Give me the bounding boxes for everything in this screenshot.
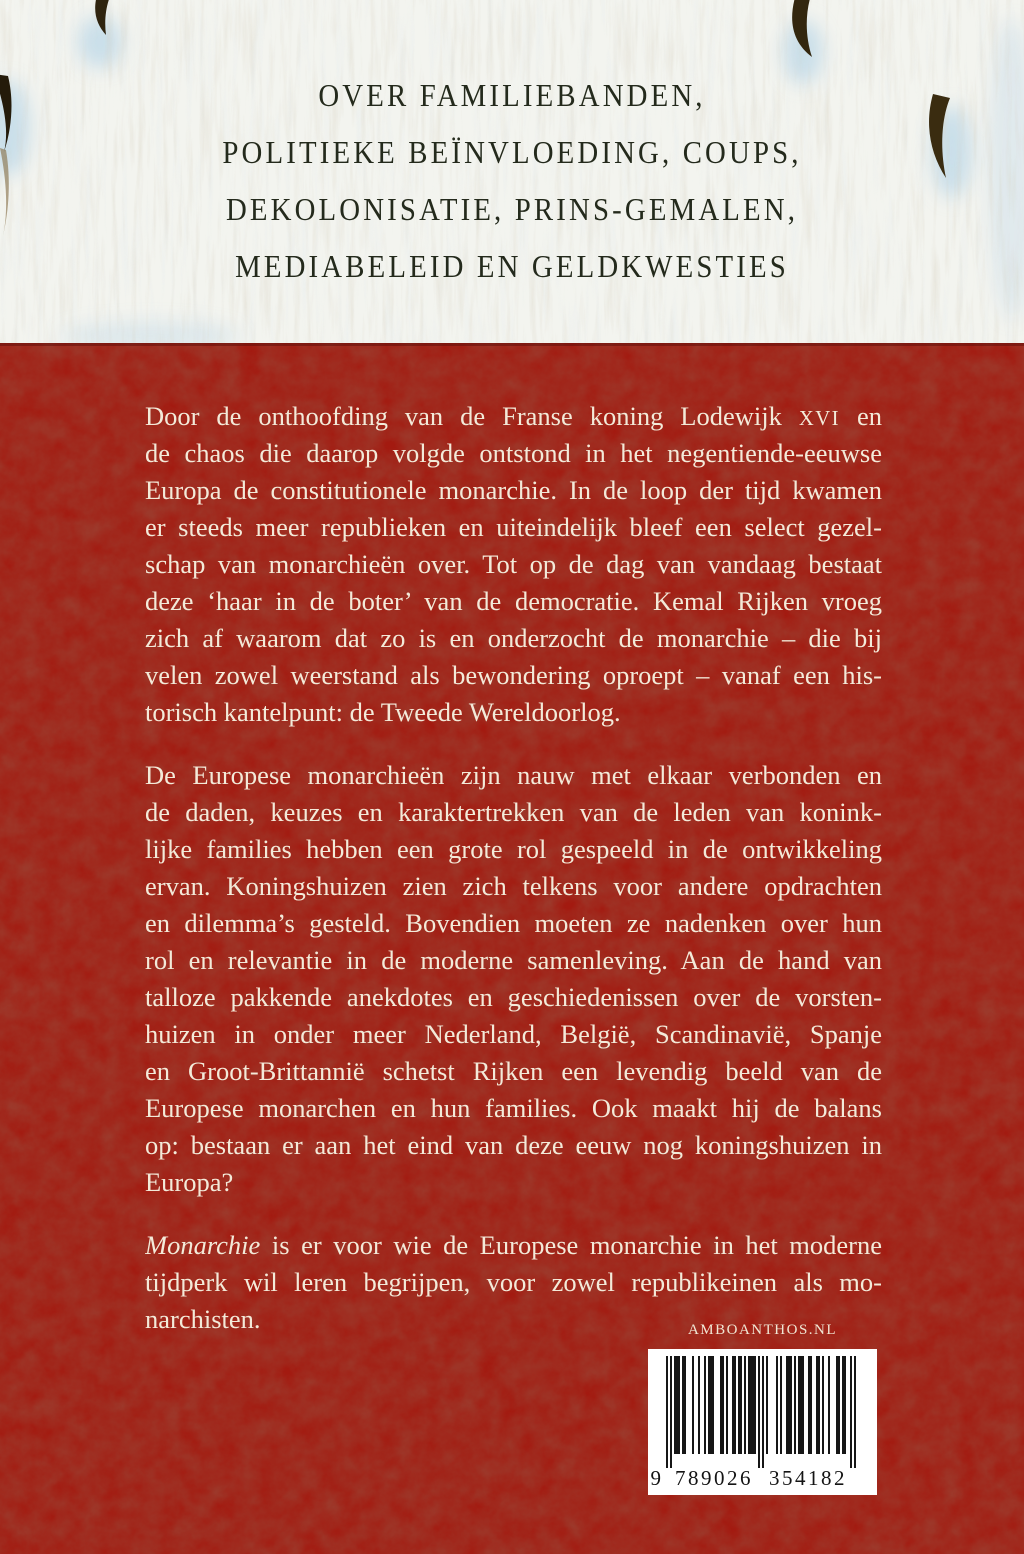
barcode-bar — [712, 1356, 714, 1454]
body-text-segment: zich af waarom dat zo is en onderzocht de monarchie – die bij — [145, 623, 882, 653]
body-line — [145, 757, 882, 794]
body-line — [145, 794, 882, 831]
body-line — [145, 620, 882, 657]
barcode-bar — [698, 1356, 700, 1454]
body-line — [145, 1090, 882, 1127]
barcode-bar — [682, 1356, 684, 1454]
body-text-segment: en — [840, 401, 882, 431]
body-line — [145, 435, 882, 472]
barcode-digits-group1: 789026 — [675, 1466, 753, 1490]
body-line — [145, 868, 882, 905]
barcode-bar — [676, 1356, 678, 1454]
barcode-bar — [816, 1356, 818, 1454]
barcode-bar — [754, 1356, 756, 1454]
barcode-bar — [762, 1356, 764, 1468]
barcode-bar — [670, 1356, 672, 1468]
body-text-segment: lijke families hebben een grote rol gespeeld in de ontwikkeling — [145, 834, 882, 864]
barcode-bar — [740, 1356, 742, 1454]
barcode-bar — [710, 1356, 712, 1454]
barcode-bar — [732, 1356, 734, 1454]
body-text-segment: schap van monarchieën over. Tot op de dag van vandaag bestaat — [145, 549, 882, 579]
tagline-line: DEKOLONISATIE, PRINS-GEMALEN, — [225, 191, 799, 227]
body-line — [145, 398, 882, 435]
barcode-bar — [800, 1356, 802, 1454]
barcode-digit-lead: 9 — [650, 1466, 664, 1490]
body-text-segment: Door de onthoofding van de Franse koning Lodewijk — [145, 401, 799, 431]
body-text-segment: de daden, keuzes en karaktertrekken van de leden van konink- — [145, 797, 882, 827]
blurb — [145, 398, 882, 1364]
barcode-bar — [720, 1356, 722, 1454]
barcode-bar — [744, 1356, 746, 1454]
body-line — [145, 831, 882, 868]
barcode-bar — [708, 1356, 710, 1454]
barcode-bar — [750, 1356, 752, 1454]
body-text-segment: talloze pakkende anekdotes en geschiedenissen over de vorsten- — [145, 982, 882, 1012]
barcode-bars — [666, 1356, 856, 1468]
body-line — [145, 979, 882, 1016]
body-text-segment: en Groot-Brittannië schetst Rijken een levendig beeld van de — [145, 1056, 882, 1086]
body-text-segment: op: bestaan er aan het eind van deze eeuw nog koningshuizen in — [145, 1130, 882, 1160]
barcode-bar — [738, 1356, 740, 1454]
body-text-segment: torisch kantelpunt: de Tweede Wereldoorlog. — [145, 697, 621, 727]
barcode-bar — [776, 1356, 778, 1454]
body-line — [145, 1053, 882, 1090]
tagline — [0, 67, 1024, 295]
barcode-bar — [854, 1356, 856, 1468]
barcode-bar — [766, 1356, 768, 1454]
barcode-bar — [726, 1356, 728, 1454]
body-text-segment: de chaos die daarop volgde ontstond in het negentiende-eeuwse — [145, 438, 882, 468]
body-text-segment: deze ‘haar in de boter’ van de democratie. Kemal Rijken vroeg — [145, 586, 882, 616]
body-line — [145, 657, 882, 694]
barcode-bar — [674, 1356, 676, 1454]
tagline-line: POLITIEKE BEÏNVLOEDING, COUPS, — [222, 134, 802, 170]
tagline-line: MEDIABELEID EN GELDKWESTIES — [235, 248, 789, 284]
body-text-segment: XVI — [798, 408, 841, 430]
body-line — [145, 694, 882, 731]
body-line — [145, 1016, 882, 1053]
body-line — [145, 546, 882, 583]
barcode-bar — [734, 1356, 736, 1454]
barcode-bar — [808, 1356, 810, 1454]
body-line — [145, 1127, 882, 1164]
body-text-segment: Monarchie — [145, 1230, 261, 1260]
barcode-bar — [704, 1356, 706, 1454]
body-line — [145, 1227, 882, 1264]
body-text-segment: Europese monarchen en hun families. Ook maakt hij de balans — [145, 1093, 882, 1123]
barcode-bar — [788, 1356, 790, 1454]
barcode-bar — [842, 1356, 844, 1454]
barcode-bar — [666, 1356, 668, 1468]
barcode-bar — [822, 1356, 824, 1454]
barcode-bar — [752, 1356, 754, 1454]
body-line — [145, 942, 882, 979]
barcode-bar — [722, 1356, 724, 1454]
barcode-bar — [828, 1356, 830, 1454]
body-line — [145, 583, 882, 620]
barcode-bar — [802, 1356, 804, 1454]
tagline-line: OVER FAMILIEBANDEN, — [318, 77, 706, 113]
barcode-bar — [794, 1356, 796, 1454]
body-text-segment: tijdperk wil leren begrijpen, voor zowel republikeinen als mo- — [145, 1267, 882, 1297]
red-field-top-edge — [0, 343, 1024, 346]
body-text-segment: Europa de constitutionele monarchie. In de loop der tijd kwamen — [145, 475, 882, 505]
barcode-bar — [692, 1356, 694, 1454]
barcode-bar — [818, 1356, 820, 1454]
barcode-bar — [684, 1356, 686, 1454]
barcode-bar — [838, 1356, 840, 1454]
body-paragraph — [145, 398, 882, 731]
body-text-segment: is er voor wie de Europese monarchie in het moderne — [260, 1230, 882, 1260]
body-line — [145, 1164, 882, 1201]
body-text-segment: huizen in onder meer Nederland, België, Scandinavië, Spanje — [145, 1019, 882, 1049]
body-line — [145, 1264, 882, 1301]
barcode-bar — [850, 1356, 852, 1468]
barcode-bar — [678, 1356, 680, 1454]
body-text-segment: narchisten. — [145, 1304, 261, 1334]
body-text-segment: Europa? — [145, 1167, 234, 1197]
body-text-segment: ervan. Koningshuizen zien zich telkens voor andere opdrachten — [145, 871, 882, 901]
body-text-segment: en dilemma’s gesteld. Bovendien moeten ze nadenken over hun — [145, 908, 882, 938]
barcode-bar — [810, 1356, 812, 1454]
body-line — [145, 509, 882, 546]
body-text-segment: De Europese monarchieën zijn nauw met elkaar verbonden en — [145, 760, 882, 790]
publisher-url: AMBOANTHOS.NL — [687, 1322, 838, 1338]
body-line — [145, 472, 882, 509]
barcode-digits-group2: 354182 — [769, 1466, 847, 1490]
barcode-bar — [844, 1356, 846, 1454]
barcode-bar — [758, 1356, 760, 1468]
barcode — [648, 1349, 877, 1495]
body-line — [145, 905, 882, 942]
barcode-bar — [748, 1356, 750, 1454]
barcode-bar — [798, 1356, 800, 1454]
barcode-bar — [780, 1356, 782, 1454]
barcode-bar — [836, 1356, 838, 1454]
body-text-segment: velen zowel weerstand als bewondering oproept – vanaf een his- — [145, 660, 882, 690]
body-text-segment: er steeds meer republieken en uiteindelijk bleef een select gezel- — [145, 512, 882, 542]
barcode-bar — [790, 1356, 792, 1454]
barcode-bar — [786, 1356, 788, 1454]
body-paragraph — [145, 757, 882, 1201]
body-text-segment: rol en relevantie in de moderne samenleving. Aan de hand van — [145, 945, 882, 975]
